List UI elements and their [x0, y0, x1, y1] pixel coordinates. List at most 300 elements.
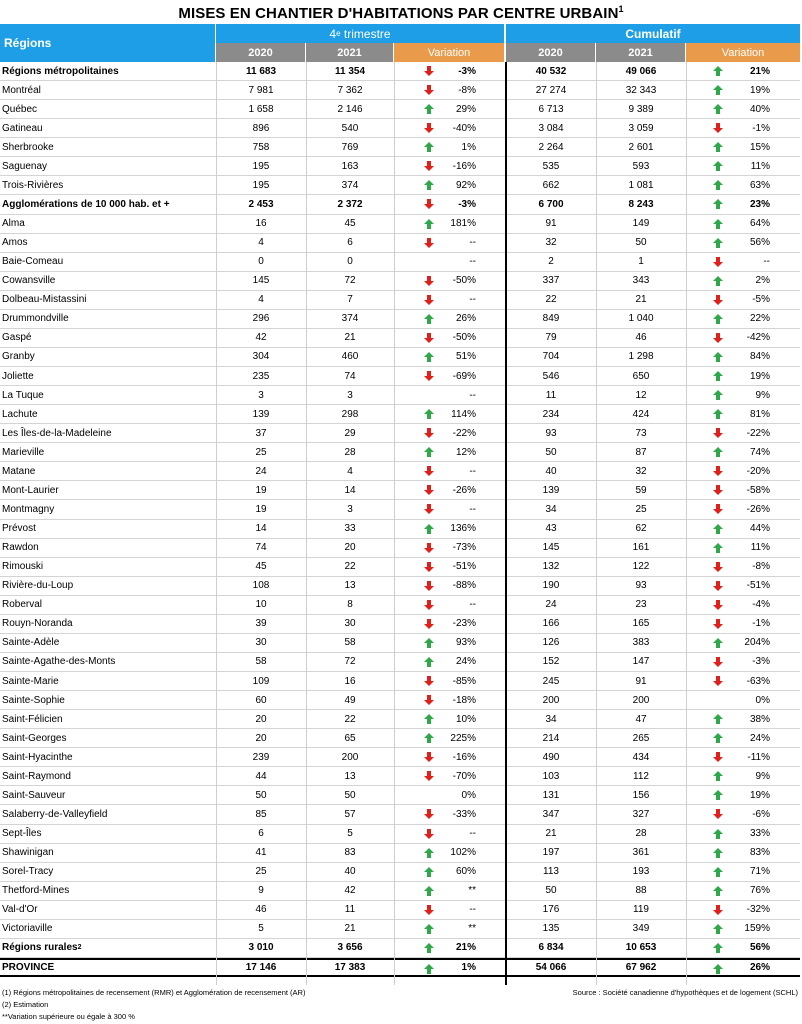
- cumulative-2021-value: 593: [632, 160, 650, 172]
- region-name-text: Joliette: [2, 370, 34, 382]
- cumulative-2020-value: 245: [542, 675, 560, 687]
- region-name: [2, 119, 216, 137]
- region-name: [2, 100, 216, 118]
- table-row: [0, 825, 800, 844]
- cumulative-variation: 11%: [750, 542, 770, 554]
- cumulative-variation: 81%: [749, 408, 770, 420]
- quarter-variation: --: [469, 503, 476, 515]
- region-name-text: Québec: [2, 103, 38, 115]
- cumulative-2021-value: 361: [632, 847, 650, 859]
- table-row: [0, 443, 800, 462]
- region-name: [2, 920, 216, 938]
- table-row: [0, 729, 800, 748]
- quarter-variation: -3%: [458, 198, 476, 210]
- quarter-2021-value: 2 146: [337, 103, 363, 115]
- quarter-2021-value: 57: [344, 808, 356, 820]
- quarter-2020-value: 139: [252, 408, 270, 420]
- table-row: [0, 386, 800, 405]
- quarter-2021-value: 21: [344, 923, 356, 935]
- region-name-text: Shawinigan: [2, 847, 54, 859]
- quarter-2021-value: 460: [341, 351, 359, 363]
- quarter-variation: -33%: [452, 808, 476, 820]
- region-name-text: Régions rurales: [2, 942, 78, 954]
- table-row: [0, 558, 800, 577]
- region-name: [2, 825, 216, 843]
- region-name-text: Granby: [2, 351, 35, 363]
- quarter-variation: 51%: [455, 351, 476, 363]
- quarter-variation: --: [469, 294, 476, 306]
- cumulative-2021-value: 47: [635, 713, 647, 725]
- cumulative-2020-value: 214: [542, 732, 560, 744]
- quarter-2020-value: 74: [255, 542, 267, 554]
- cumulative-2020-value: 347: [542, 808, 560, 820]
- table-row: [0, 920, 800, 939]
- cumulative-variation: -58%: [746, 484, 770, 496]
- quarter-2020-value: 20: [255, 732, 267, 744]
- quarter-variation: --: [469, 904, 476, 916]
- region-name-text: Montmagny: [2, 503, 55, 515]
- cumulative-variation: 159%: [744, 923, 770, 935]
- quarter-2020-value: 758: [252, 141, 270, 153]
- region-name-text: Lachute: [2, 408, 38, 420]
- cumulative-2021-value: 424: [632, 408, 650, 420]
- quarter-2021-value: 374: [341, 179, 359, 191]
- quarter-2021-value: 11: [344, 904, 356, 916]
- cumulative-2021-value: 10 653: [625, 942, 657, 954]
- quarter-2021-value: 83: [344, 847, 356, 859]
- table-row: [0, 62, 800, 81]
- quarter-2021-value: 30: [344, 618, 356, 630]
- region-name-text: Rouyn-Noranda: [2, 618, 73, 630]
- quarter-2021-value: 4: [347, 465, 353, 477]
- cumulative-variation: -3%: [752, 656, 770, 668]
- quarter-2020-value: 5: [258, 923, 264, 935]
- cumulative-2020-value: 6 700: [538, 198, 564, 210]
- header-row-sub: [0, 43, 800, 62]
- quarter-2021-value: 7 362: [337, 84, 363, 96]
- quarter-2020-value: 195: [252, 179, 270, 191]
- region-name-text: Val-d'Or: [2, 904, 38, 916]
- cumulative-variation: 71%: [749, 866, 770, 878]
- quarter-variation: --: [469, 828, 476, 840]
- quarter-2020-value: 19: [255, 503, 267, 515]
- cumulative-variation: -4%: [752, 599, 770, 611]
- cumulative-variation: -11%: [747, 751, 770, 763]
- region-name-text: Sainte-Adèle: [2, 637, 60, 649]
- cumulative-variation: 9%: [755, 389, 770, 401]
- quarter-2021-value: 769: [341, 141, 359, 153]
- cumulative-variation: 21%: [749, 65, 770, 77]
- quarter-2021-value: 5: [347, 828, 353, 840]
- quarter-2021-value: 3 656: [337, 942, 363, 954]
- region-name-text: Sept-Îles: [2, 828, 42, 840]
- quarter-2021-value: 3: [347, 503, 353, 515]
- cumulative-2021-value: 383: [632, 637, 650, 649]
- quarter-variation: -73%: [452, 542, 476, 554]
- quarter-2021-value: 7: [347, 294, 353, 306]
- table-row: [0, 253, 800, 272]
- region-name-text: Sherbrooke: [2, 141, 54, 153]
- quarter-variation: **: [468, 923, 476, 935]
- table-row: [0, 405, 800, 424]
- quarter-2021-value: 17 383: [334, 961, 366, 973]
- table-row: [0, 195, 800, 214]
- cumulative-2021-value: 119: [633, 904, 649, 916]
- cumulative-2020-value: 126: [542, 637, 560, 649]
- quarter-2020-value: 296: [252, 313, 270, 325]
- cumulative-2021-value: 650: [632, 370, 650, 382]
- cumulative-variation: 83%: [749, 847, 770, 859]
- region-name: [2, 939, 216, 957]
- quarter-variation: 12%: [455, 446, 476, 458]
- quarter-variation: --: [469, 237, 476, 249]
- title-footnote-mark: 1: [618, 4, 624, 14]
- region-name-text: Sorel-Tracy: [2, 866, 54, 878]
- table-row: [0, 138, 800, 157]
- quarter-2020-value: 896: [252, 122, 270, 134]
- region-name-text: Saint-Georges: [2, 732, 67, 744]
- cumulative-variation: 76%: [749, 885, 770, 897]
- quarter-variation: -8%: [458, 84, 476, 96]
- quarter-2021-value: 21: [344, 332, 356, 344]
- header-row-top: [0, 24, 800, 50]
- quarter-2021-value: 42: [344, 885, 356, 897]
- table-row: [0, 539, 800, 558]
- region-name: [2, 710, 216, 728]
- cumulative-2020-value: 50: [545, 446, 557, 458]
- cumulative-2020-value: 40 532: [535, 65, 567, 77]
- quarter-2020-value: 3: [258, 389, 264, 401]
- cumulative-2021-value: 62: [635, 523, 647, 535]
- quarter-2020-value: 9: [258, 885, 264, 897]
- quarter-2020-value: 4: [258, 237, 264, 249]
- table-row: [0, 691, 800, 710]
- quarter-variation: 0%: [461, 789, 476, 801]
- cumulative-2021-value: 23: [635, 599, 647, 611]
- footnote-1: (1) Régions métropolitaines de recensement (RMR) et Agglomération de recensement (AR): [2, 988, 306, 997]
- region-name-text: Sainte-Sophie: [2, 694, 65, 706]
- region-name-text: Saint-Félicien: [2, 713, 63, 725]
- region-name: [2, 176, 216, 194]
- cumulative-2021-value: 1: [638, 256, 644, 268]
- region-name-text: Victoriaville: [2, 923, 53, 935]
- quarter-variation: -16%: [452, 751, 476, 763]
- cumulative-2021-value: 349: [632, 923, 650, 935]
- quarter-2020-value: 7 981: [248, 84, 274, 96]
- cumulative-2021-value: 91: [635, 675, 647, 687]
- quarter-2020-value: 6: [258, 828, 264, 840]
- cumulative-2020-value: 40: [545, 465, 557, 477]
- quarter-2021-value: 6: [347, 237, 353, 249]
- region-name-text: Saint-Hyacinthe: [2, 751, 73, 763]
- region-name: [2, 157, 216, 175]
- cumulative-variation: -8%: [752, 561, 770, 573]
- quarter-header: [216, 24, 506, 43]
- quarter-2020-value: 44: [255, 770, 267, 782]
- region-name: [2, 253, 216, 271]
- table-row: [0, 234, 800, 253]
- region-name: [2, 520, 216, 538]
- cumulative-variation: -22%: [746, 427, 770, 439]
- cumulative-2021-value: 149: [632, 218, 650, 230]
- region-name-text: Montréal: [2, 84, 41, 96]
- quarter-2020-value: 239: [252, 751, 270, 763]
- cumulative-2020-value: 176: [542, 904, 560, 916]
- cumulative-2020-value: 197: [542, 847, 560, 859]
- cumulative-2020-value: 2: [548, 256, 554, 268]
- cumulative-variation: 24%: [749, 732, 770, 744]
- region-name: [2, 215, 216, 233]
- table-row: [0, 901, 800, 920]
- region-name: [2, 443, 216, 461]
- table-row: [0, 500, 800, 519]
- cumulative-2021-value: 67 962: [625, 961, 657, 973]
- cumulative-variation: 23%: [749, 198, 770, 210]
- table-row: [0, 329, 800, 348]
- table-row: [0, 157, 800, 176]
- cumulative-2020-value: 139: [542, 484, 560, 496]
- quarter-2021-value: 11 354: [334, 65, 366, 77]
- table-row: [0, 805, 800, 824]
- table-row: [0, 748, 800, 767]
- region-name-text: Cowansville: [2, 275, 56, 287]
- quarter-2021-value: 14: [344, 484, 356, 496]
- quarter-variation: 24%: [455, 656, 476, 668]
- cumulative-variation: --: [763, 256, 770, 268]
- quarter-variation: 21%: [455, 942, 476, 954]
- cumulative-2021-value: 50: [635, 237, 647, 249]
- cumulative-variation: -5%: [752, 294, 770, 306]
- region-name-text: Mont-Laurier: [2, 484, 59, 496]
- cumulative-variation: -63%: [746, 675, 770, 687]
- table-row: [0, 215, 800, 234]
- region-name: [2, 62, 216, 80]
- cumulative-2021-value: 3 059: [628, 122, 654, 134]
- cumulative-2020-value: 337: [542, 275, 560, 287]
- region-name-text: Drummondville: [2, 313, 69, 325]
- q-2021-header: 2021: [306, 43, 394, 62]
- quarter-2020-value: 145: [252, 275, 270, 287]
- cumulative-2020-value: 152: [542, 656, 560, 668]
- region-name-text: Thetford-Mines: [2, 885, 70, 897]
- table-row: [0, 767, 800, 786]
- region-name: [2, 558, 216, 576]
- cumulative-2021-value: 1 040: [628, 313, 654, 325]
- quarter-2020-value: 14: [255, 523, 267, 535]
- table-row: [0, 958, 800, 977]
- quarter-variation: 60%: [455, 866, 476, 878]
- quarter-label: trimestre: [340, 26, 391, 41]
- cumulative-variation: 56%: [749, 942, 770, 954]
- region-name: [2, 195, 216, 213]
- cumulative-2020-value: 662: [542, 179, 560, 191]
- quarter-2021-value: 72: [344, 656, 356, 668]
- cumulative-2020-value: 103: [542, 770, 560, 782]
- quarter-2020-value: 304: [252, 351, 270, 363]
- cumulative-2021-value: 9 389: [628, 103, 654, 115]
- region-name-text: Sainte-Marie: [2, 675, 59, 687]
- table-row: [0, 462, 800, 481]
- cumulative-variation: -20%: [746, 465, 770, 477]
- column-divider: [596, 62, 597, 985]
- quarter-variation: -88%: [452, 580, 476, 592]
- c-2021-header: 2021: [596, 43, 686, 62]
- cumulative-2020-value: 145: [542, 542, 560, 554]
- cumulative-variation: -1%: [752, 618, 770, 630]
- region-name-text: Salaberry-de-Valleyfield: [2, 808, 108, 820]
- quarter-variation: -18%: [452, 694, 476, 706]
- source-note: Source : Société canadienne d'hypothèques et de logement (SCHL): [572, 988, 798, 997]
- table-row: [0, 615, 800, 634]
- cumulative-variation: 64%: [749, 218, 770, 230]
- cumulative-2021-value: 21: [635, 294, 647, 306]
- table-row: [0, 272, 800, 291]
- cumulative-2021-value: 265: [632, 732, 650, 744]
- table-row: [0, 844, 800, 863]
- quarter-2020-value: 1 658: [248, 103, 274, 115]
- cumulative-2020-value: 11: [545, 389, 557, 401]
- quarter-2021-value: 298: [341, 408, 359, 420]
- cumulative-2020-value: 2 264: [538, 141, 564, 153]
- cumulative-2020-value: 6 713: [538, 103, 564, 115]
- cumulative-variation: -1%: [752, 122, 770, 134]
- table-row: [0, 367, 800, 386]
- region-name-text: PROVINCE: [2, 961, 55, 973]
- quarter-2021-value: 22: [344, 713, 356, 725]
- cumulative-variation: 74%: [749, 446, 770, 458]
- quarter-2021-value: 40: [344, 866, 356, 878]
- section-divider: [505, 62, 507, 985]
- quarter-2021-value: 16: [344, 675, 356, 687]
- cumulative-2021-value: 1 298: [628, 351, 654, 363]
- quarter-2020-value: 60: [255, 694, 267, 706]
- region-name: [2, 462, 216, 480]
- cumulative-2020-value: 849: [542, 313, 560, 325]
- quarter-2021-value: 72: [344, 275, 356, 287]
- cumulative-2020-value: 190: [542, 580, 560, 592]
- cumulative-2021-value: 343: [632, 275, 650, 287]
- region-name: [2, 405, 216, 423]
- quarter-2021-value: 20: [344, 542, 356, 554]
- region-name-text: Marieville: [2, 446, 45, 458]
- cumulative-variation: 15%: [749, 141, 770, 153]
- region-name-text: Matane: [2, 465, 36, 477]
- region-name: [2, 805, 216, 823]
- region-name: [2, 653, 216, 671]
- quarter-variation: -69%: [452, 370, 476, 382]
- cumulative-2020-value: 34: [545, 503, 557, 515]
- region-name: [2, 500, 216, 518]
- table-row: [0, 176, 800, 195]
- quarter-variation: **: [468, 885, 476, 897]
- cumulative-2020-value: 200: [542, 694, 560, 706]
- region-name-text: Les Îles-de-la-Madeleine: [2, 427, 112, 439]
- cumulative-2021-value: 8 243: [628, 198, 654, 210]
- cumulative-2020-value: 3 084: [538, 122, 564, 134]
- quarter-variation: --: [469, 256, 476, 268]
- region-name-text: Sainte-Agathe-des-Monts: [2, 656, 116, 668]
- region-name-text: Amos: [2, 237, 28, 249]
- cumulative-2020-value: 27 274: [535, 84, 567, 96]
- table-row: [0, 481, 800, 500]
- cumulative-2020-value: 131: [542, 789, 560, 801]
- region-name-text: Saguenay: [2, 160, 48, 172]
- quarter-2020-value: 50: [255, 789, 267, 801]
- table-row: [0, 939, 800, 958]
- region-footnote-mark: 2: [77, 944, 82, 952]
- region-name: [2, 329, 216, 347]
- cumulative-2021-value: 32 343: [625, 84, 657, 96]
- table-row: [0, 882, 800, 901]
- table-row: [0, 863, 800, 882]
- cumulative-2021-value: 165: [632, 618, 650, 630]
- region-name: [2, 596, 216, 614]
- cumulative-variation: 33%: [749, 828, 770, 840]
- quarter-2020-value: 108: [252, 580, 270, 592]
- quarter-2021-value: 28: [344, 446, 356, 458]
- quarter-variation: 10%: [455, 713, 476, 725]
- cumulative-2020-value: 79: [545, 332, 557, 344]
- cumulative-2021-value: 88: [635, 885, 647, 897]
- quarter-2020-value: 25: [255, 446, 267, 458]
- regions-header: Régions: [0, 24, 216, 62]
- quarter-2021-value: 200: [341, 751, 359, 763]
- table-row: [0, 596, 800, 615]
- cumulative-variation: 56%: [749, 237, 770, 249]
- region-name-text: Gaspé: [2, 332, 32, 344]
- region-name: [2, 367, 216, 385]
- cumulative-variation: 9%: [755, 770, 770, 782]
- cumulative-2021-value: 59: [635, 484, 647, 496]
- region-name-text: Roberval: [2, 599, 43, 611]
- region-name: [2, 272, 216, 290]
- quarter-variation: 29%: [455, 103, 476, 115]
- cumulative-variation: -26%: [746, 503, 770, 515]
- quarter-variation: -16%: [452, 160, 476, 172]
- cumulative-2020-value: 91: [545, 218, 557, 230]
- cumulative-2020-value: 54 066: [535, 961, 567, 973]
- quarter-variation: 136%: [450, 523, 476, 535]
- q-variation-header: Variation: [394, 43, 506, 62]
- quarter-2020-value: 16: [255, 218, 267, 230]
- cumulative-variation: 38%: [749, 713, 770, 725]
- cumulative-variation: 26%: [749, 961, 770, 973]
- quarter-2021-value: 13: [344, 580, 356, 592]
- table-body: [0, 62, 800, 977]
- cumulative-2020-value: 135: [542, 923, 560, 935]
- quarter-2020-value: 30: [255, 637, 267, 649]
- table-row: [0, 672, 800, 691]
- table-row: [0, 100, 800, 119]
- cumulative-variation: 0%: [755, 694, 770, 706]
- cumulative-2020-value: 43: [545, 523, 557, 535]
- quarter-2020-value: 11 683: [245, 65, 277, 77]
- cumulative-variation: 44%: [749, 523, 770, 535]
- region-name: [2, 691, 216, 709]
- quarter-2020-value: 25: [255, 866, 267, 878]
- region-name-text: Rimouski: [2, 561, 44, 573]
- quarter-2021-value: 540: [341, 122, 359, 134]
- region-name: [2, 577, 216, 595]
- quarter-sup: e: [336, 29, 341, 38]
- cumulative-2020-value: 704: [542, 351, 560, 363]
- quarter-2020-value: 10: [255, 599, 267, 611]
- region-name-text: Rawdon: [2, 542, 39, 554]
- region-name: [2, 863, 216, 881]
- cumulative-2020-value: 166: [542, 618, 560, 630]
- table-row: [0, 520, 800, 539]
- region-name: [2, 844, 216, 862]
